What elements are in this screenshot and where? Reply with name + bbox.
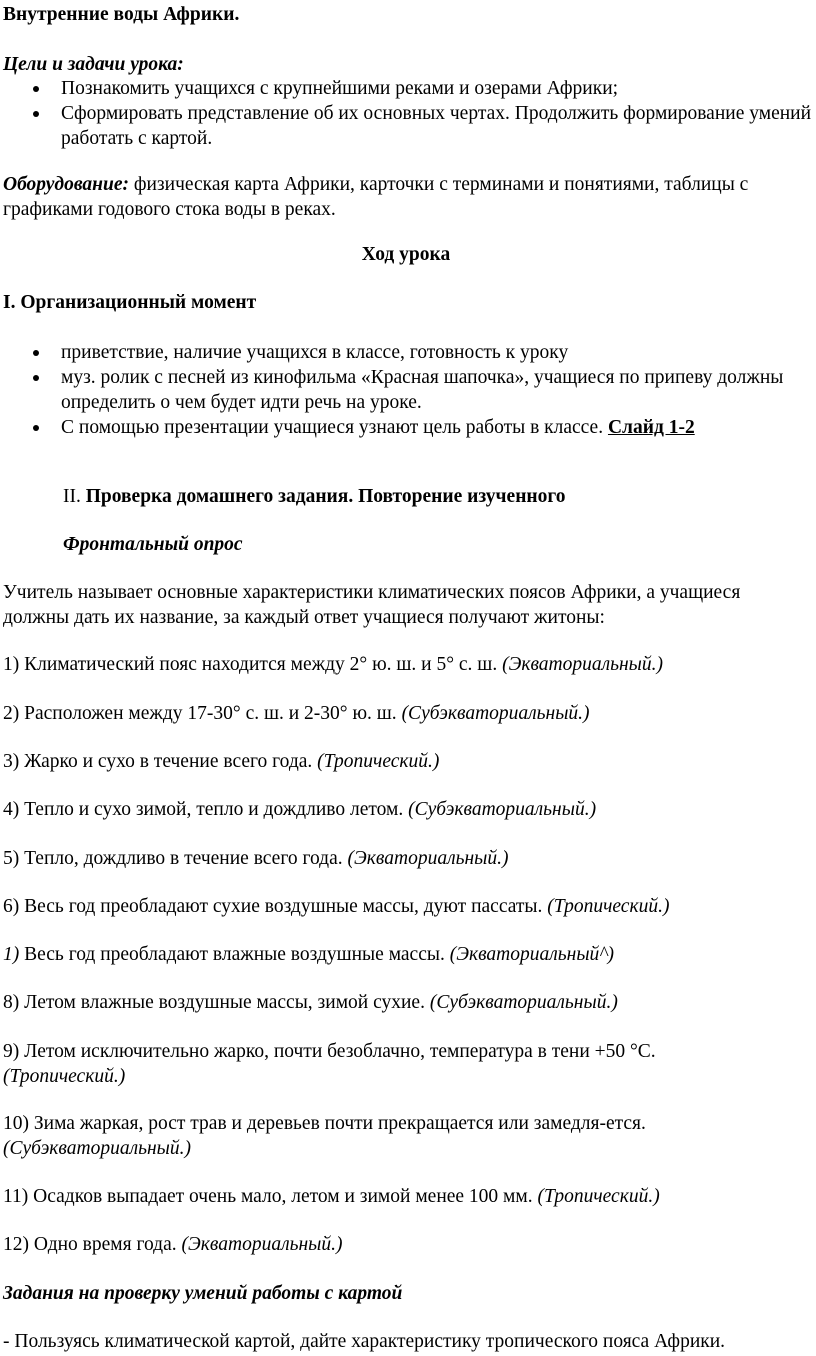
question-item: [3, 1111, 663, 1161]
section2-number: II.: [63, 486, 81, 507]
question-text: Тепло и сухо зимой, тепло и дождливо летом.: [24, 799, 409, 820]
question-text: Летом влажные воздушные массы, зимой сухие.: [24, 992, 430, 1013]
question-answer: (Экваториальный.): [502, 654, 664, 675]
question-answer: (Экваториальный.): [347, 848, 509, 869]
section2-title: Проверка домашнего задания. Повторение изученного: [80, 486, 566, 507]
document-title: Внутренние воды Африки.: [3, 4, 240, 25]
question-text: Зима жаркая, рост трав и деревьев почти прекращается или замедля-ется.: [33, 1113, 646, 1134]
question-item: [3, 1184, 809, 1209]
question-answer: (Тропический.): [547, 896, 670, 917]
question-answer: (Субэкваториальный.): [429, 992, 618, 1013]
question-answer: (Тропический.): [3, 1066, 126, 1087]
question-text: Весь год преобладают сухие воздушные массы, дуют пассаты.: [24, 896, 548, 917]
question-item: [3, 990, 809, 1015]
list-item: Познакомить учащихся с крупнейшими реками и озерами Африки;: [0, 76, 812, 101]
question-number: 6): [3, 896, 25, 917]
question-number: 1): [3, 654, 25, 675]
question-item: [3, 1039, 693, 1089]
question-number: 12): [3, 1234, 34, 1255]
question-number: 3): [3, 751, 25, 772]
question-answer: (Субэкваториальный.): [401, 703, 590, 724]
list-item: [0, 415, 812, 440]
lesson-heading: Ход урока: [361, 244, 451, 265]
question-text: Расположен между 17-30° с. ш. и 2-30° ю. ш.: [24, 703, 402, 724]
question-text: Летом исключительно жарко, почти безоблачно, температура в тени +50 °С.: [24, 1041, 656, 1062]
question-item: [3, 749, 809, 774]
teacher-intro: Учитель называет основные характеристики климатических поясов Африки, а учащиеся должны дать их название, за каждый ответ учащиеся получают житоны:: [3, 582, 741, 628]
question-text: Осадков выпадает очень мало, летом и зимой менее 100 мм.: [33, 1186, 538, 1207]
question-text: Жарко и сухо в течение всего года.: [24, 751, 318, 772]
question-number: 2): [3, 703, 25, 724]
question-item: [3, 701, 809, 726]
list-item: Сформировать представление об их основных чертах. Продолжить формирование умений работать с картой.: [0, 101, 812, 151]
question-number: 1): [3, 944, 25, 965]
list-item: приветствие, наличие учащихся в классе, готовность к уроку: [0, 340, 812, 365]
question-text: Климатический пояс находится между 2° ю. ш. и 5° с. ш.: [24, 654, 503, 675]
equipment-label: Оборудование:: [3, 174, 129, 195]
frontal-survey-heading: Фронтальный опрос: [63, 534, 243, 555]
equipment-text: физическая карта Африки, карточки с терминами и понятиями, таблицы с графиками годового стока воды в реках.: [3, 174, 749, 220]
question-item: [3, 846, 809, 871]
question-number: 10): [3, 1113, 34, 1134]
goals-list: [0, 76, 812, 151]
question-text: Одно время года.: [33, 1234, 182, 1255]
section2-heading: [63, 484, 809, 509]
equipment-paragraph: [3, 172, 809, 222]
question-answer: (Экваториальный^): [449, 944, 614, 965]
section1-list: [0, 340, 812, 440]
question-item: [3, 652, 809, 677]
question-item: [3, 797, 809, 822]
question-number: 9): [3, 1041, 25, 1062]
question-text: Весь год преобладают влажные воздушные массы.: [24, 944, 450, 965]
slide-link: Слайд 1-2: [607, 417, 695, 438]
map-task-item: - Пользуясь климатической картой, дайте характеристику тропического пояса Африки.: [3, 1331, 726, 1352]
question-number: 4): [3, 799, 25, 820]
goals-heading: Цели и задачи урока:: [3, 54, 184, 75]
question-item: [3, 942, 809, 967]
question-text: Тепло, дождливо в течение всего года.: [24, 848, 348, 869]
question-answer: (Тропический.): [537, 1186, 660, 1207]
question-item: [3, 894, 809, 919]
question-answer: (Субэкваториальный.): [408, 799, 597, 820]
question-answer: (Субэкваториальный.): [3, 1138, 191, 1159]
question-item: [3, 1232, 809, 1257]
map-tasks-heading: Задания на проверку умений работы с картой: [3, 1283, 403, 1304]
section1-heading: I. Организационный момент: [3, 292, 257, 313]
question-number: 8): [3, 992, 25, 1013]
question-number: 5): [3, 848, 25, 869]
question-answer: (Экваториальный.): [181, 1234, 343, 1255]
question-number: 11): [3, 1186, 34, 1207]
list-item: муз. ролик с песней из кинофильма «Красная шапочка», учащиеся по припеву должны определить о чем будет идти речь на уроке.: [0, 365, 812, 415]
list-item-text: С помощью презентации учащиеся узнают цель работы в классе.: [61, 417, 608, 438]
question-answer: (Тропический.): [317, 751, 440, 772]
